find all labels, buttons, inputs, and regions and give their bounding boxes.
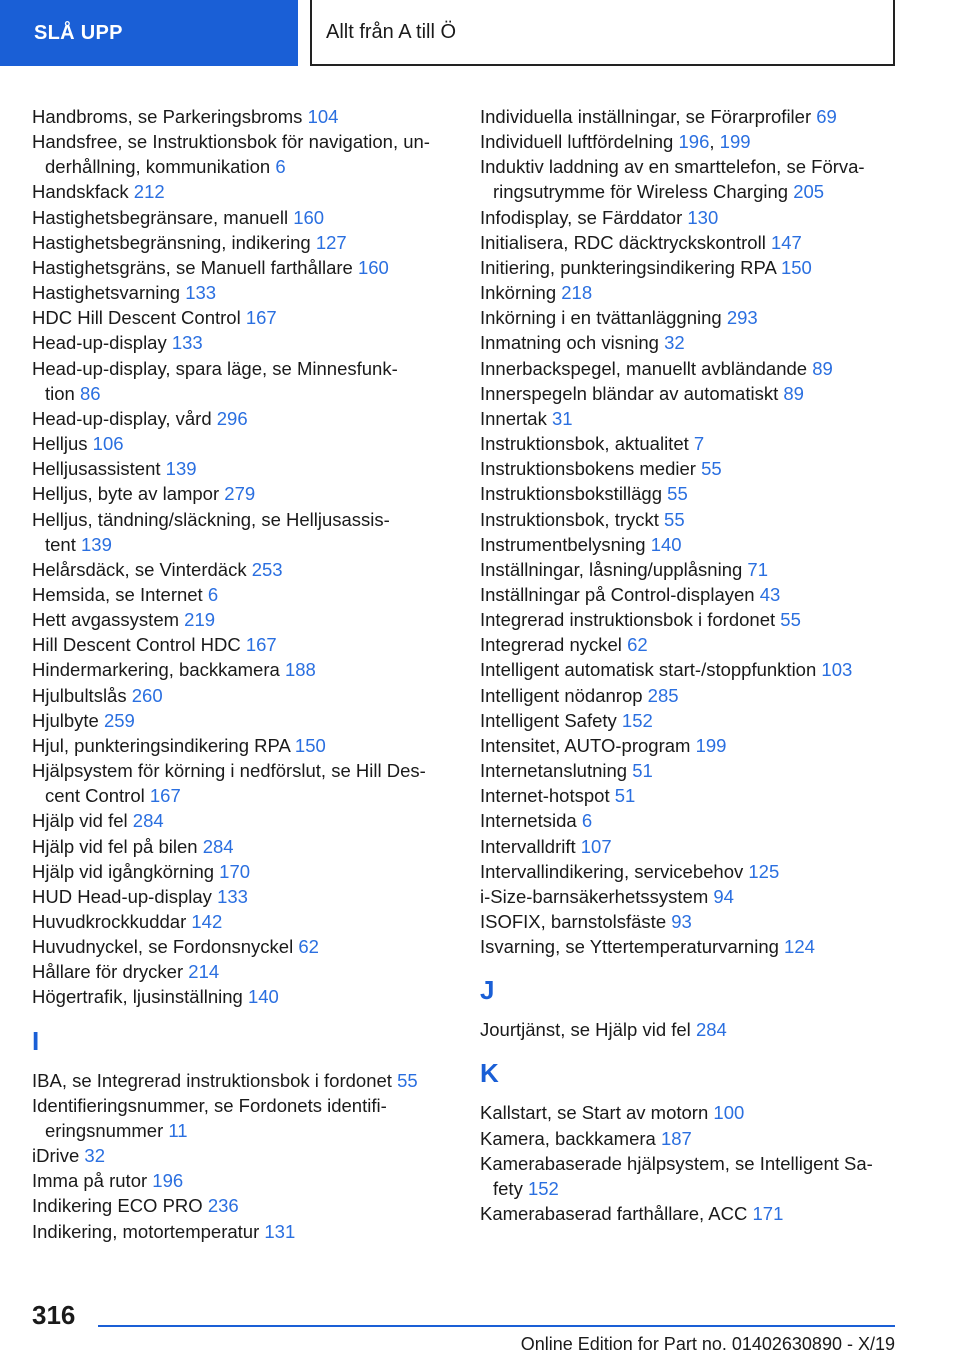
page-ref-link[interactable]: 71	[747, 558, 768, 580]
index-entry	[480, 557, 900, 582]
index-entry-text: Huvudkrockkuddar	[32, 911, 187, 932]
page-ref-link[interactable]: 125	[748, 860, 780, 882]
index-entry-text: eringsnummer	[45, 1119, 164, 1141]
page-ref-link[interactable]: 11	[168, 1119, 188, 1141]
index-entry	[480, 1100, 900, 1125]
index-entry	[480, 255, 900, 280]
index-entry	[480, 456, 900, 481]
index-entry	[32, 582, 447, 607]
index-entry	[480, 582, 900, 607]
page-ref-link[interactable]: 167	[149, 785, 181, 807]
page-ref-link[interactable]: 284	[695, 1019, 727, 1041]
index-entry	[32, 708, 447, 733]
index-entry-text: Kallstart, se Start av motorn	[480, 1102, 709, 1124]
index-entry-text: HDC Hill Descent Control	[32, 307, 241, 329]
page-ref-link[interactable]: 187	[660, 1127, 692, 1149]
index-entry	[32, 959, 447, 984]
index-entry-text: Innerbackspegel, manuellt avbländande	[480, 357, 808, 379]
index-entry	[32, 104, 447, 129]
index-entry	[32, 330, 447, 355]
index-entry-text: fety	[493, 1177, 523, 1199]
index-entry	[32, 456, 447, 481]
page-ref-link[interactable]: 94	[713, 885, 734, 907]
footer-divider	[98, 1325, 895, 1327]
index-entry-text: Kamerabaserade hjälpsystem, se Intelligent Sa-	[480, 1152, 873, 1174]
page-ref-link[interactable]: 89	[812, 357, 833, 379]
index-entry	[480, 129, 900, 154]
index-entry	[480, 859, 900, 884]
index-entry-text: IBA, se Integrerad instruktionsbok i fordonet	[32, 1069, 392, 1091]
index-entry-text: Internet-hotspot	[480, 785, 610, 807]
page-ref-link[interactable]: 139	[81, 533, 112, 555]
index-entry	[32, 356, 447, 406]
page-ref-link[interactable]: 236	[207, 1195, 239, 1217]
index-entry-text: Hjälp vid fel på bilen	[32, 835, 198, 857]
index-entry-text: Head-up-display	[32, 332, 167, 354]
index-entry-text: Hjul, punkteringsindikering RPA	[32, 734, 290, 756]
index-entry-text: Hastighetsbegränsare, manuell	[32, 206, 289, 228]
index-entry	[480, 356, 900, 381]
index-entry	[32, 129, 447, 179]
index-entry	[32, 255, 447, 280]
page-ref-link[interactable]: 6	[207, 583, 219, 605]
page-ref-link[interactable]: 6	[581, 810, 593, 832]
index-entry-text: Hett avgassystem	[32, 609, 180, 631]
index-entry	[480, 657, 900, 682]
index-entry-text: Intelligent automatisk start-/stoppfunktion	[480, 659, 817, 681]
page-ref-link[interactable]: 188	[284, 659, 316, 681]
index-entry	[480, 280, 900, 305]
index-entry-text: Hjälpsystem för körning i nedförslut, se Hill Des-	[32, 760, 426, 782]
index-entry-text: Integrerad nyckel	[480, 634, 622, 656]
page-ref-link[interactable]: 55	[667, 483, 688, 505]
index-entry-text: Intelligent nödanrop	[480, 684, 643, 706]
index-entry	[480, 481, 900, 506]
index-entry-text: Hastighetsbegränsning, indikering	[32, 231, 311, 253]
page-ref-link[interactable]: 152	[621, 709, 653, 731]
index-entry	[32, 1193, 447, 1218]
index-entry-text: Jourtjänst, se Hjälp vid fel	[480, 1019, 691, 1041]
index-entry	[32, 808, 447, 833]
page-ref-link[interactable]: 107	[580, 835, 612, 857]
page-ref-link[interactable]: 51	[632, 760, 653, 782]
index-entry	[32, 683, 447, 708]
index-entry	[32, 1168, 447, 1193]
index-entry	[32, 431, 447, 456]
index-entry-text: Head-up-display, spara läge, se Minnesfunk-	[32, 357, 398, 379]
index-column-right	[480, 104, 900, 1226]
index-entry-text: Induktiv laddning av en smarttelefon, se Förva-	[480, 156, 865, 178]
page-ref-link[interactable]: 152	[527, 1177, 559, 1199]
index-entry	[480, 154, 900, 204]
index-entry-text: Helårsdäck, se Vinterdäck	[32, 558, 247, 580]
page-ref-link[interactable]: 103	[821, 659, 853, 681]
page-ref-link[interactable]: 259	[103, 709, 135, 731]
index-entry-text: Head-up-display, vård	[32, 407, 212, 429]
index-entry-text: Hjälp vid fel	[32, 810, 128, 832]
page-ref-link[interactable]: 7	[693, 433, 705, 455]
page-ref-link[interactable]: 218	[561, 282, 593, 304]
index-entry	[32, 179, 447, 204]
index-entry-text: tent	[45, 533, 76, 555]
page-ref-link[interactable]: 260	[131, 684, 163, 706]
page-ref-link[interactable]: 100	[713, 1102, 745, 1124]
index-entry-text: Hjulbyte	[32, 709, 99, 731]
index-entry	[480, 607, 900, 632]
index-entry	[32, 884, 447, 909]
index-entry-text: Indikering, motortemperatur	[32, 1220, 260, 1242]
index-entry	[32, 632, 447, 657]
page-ref-link[interactable]: 106	[92, 433, 124, 455]
index-entry	[32, 984, 447, 1009]
index-entry-text: Instruktionsbok, tryckt	[480, 508, 659, 530]
index-entry	[32, 305, 447, 330]
index-entry-text: Instruktionsbokens medier	[480, 458, 696, 480]
index-entry-text: ringsutrymme för Wireless Charging	[493, 181, 789, 203]
page-ref-link[interactable]: 196	[678, 131, 710, 153]
page-title: Allt från A till Ö	[326, 20, 457, 43]
index-entry-text: Intervallindikering, servicebehov	[480, 860, 744, 882]
index-entry	[480, 330, 900, 355]
page-ref-link[interactable]: 167	[245, 307, 277, 329]
page-ref-link[interactable]: 199	[695, 734, 727, 756]
header-tab-label: SLÅ UPP	[34, 21, 123, 44]
page-ref-link[interactable]: 127	[315, 231, 347, 253]
index-entry	[480, 406, 900, 431]
index-entry	[480, 1126, 900, 1151]
page-ref-link[interactable]: 284	[132, 810, 164, 832]
header-title-box	[310, 0, 895, 66]
index-entry	[480, 104, 900, 129]
index-entry	[480, 431, 900, 456]
index-entry-text: Instrumentbelysning	[480, 533, 646, 555]
index-entry-text: Kamerabaserad farthållare, ACC	[480, 1203, 748, 1225]
index-entry-text: Hemsida, se Internet	[32, 583, 203, 605]
index-entry-text: HUD Head-up-display	[32, 885, 212, 907]
page-ref-link[interactable]: 93	[671, 911, 692, 932]
index-entry	[480, 884, 900, 909]
index-entry	[480, 632, 900, 657]
index-entry	[32, 481, 447, 506]
page-ref-link[interactable]: 196	[152, 1170, 184, 1192]
index-entry-text: Individuell luftfördelning	[480, 131, 674, 153]
page-ref-link[interactable]: 133	[171, 332, 203, 354]
page-ref-link[interactable]: 55	[701, 458, 722, 480]
index-entry-text: Högertrafik, ljusinställning	[32, 986, 243, 1008]
page-ref-link[interactable]: 43	[759, 583, 781, 605]
page-ref-link[interactable]: 170	[219, 860, 251, 882]
index-entry	[32, 934, 447, 959]
page-ref-link[interactable]: 160	[357, 256, 389, 278]
index-entry-text: Helljus, tändning/släckning, se Helljusassis-	[32, 508, 390, 530]
page-ref-link[interactable]: 253	[251, 558, 283, 580]
index-entry	[480, 230, 900, 255]
page-ref-link[interactable]: 160	[293, 206, 325, 228]
index-entry	[480, 305, 900, 330]
page-ref-link[interactable]: 124	[784, 936, 815, 958]
footer-edition-text: Online Edition for Part no. 01402630890 - X/19	[520, 1334, 895, 1354]
index-entry	[480, 1017, 900, 1042]
index-entry-text: Imma på rutor	[32, 1170, 148, 1192]
page-ref-link[interactable]: 199	[719, 131, 751, 153]
index-entry-text: Hastighetsvarning	[32, 282, 181, 304]
index-entry-text: Indikering ECO PRO	[32, 1195, 203, 1217]
index-entry-text: Helljus, byte av lampor	[32, 483, 220, 505]
index-entry	[32, 607, 447, 632]
index-entry	[32, 1093, 447, 1143]
index-entry	[32, 280, 447, 305]
index-column-left	[32, 104, 447, 1244]
index-entry	[32, 230, 447, 255]
index-entry-text: Innerspegeln bländar av automatiskt	[480, 382, 779, 404]
page-ref-link[interactable]: 205	[793, 181, 825, 203]
index-entry-text: Helljusassistent	[32, 458, 161, 480]
index-entry-text: Identifieringsnummer, se Fordonets identifi-	[32, 1094, 387, 1116]
index-section-letter: I	[32, 1025, 40, 1056]
page-ref-link[interactable]: 142	[191, 911, 223, 932]
page-ref-link[interactable]: 279	[224, 483, 256, 505]
index-entry-text: Hållare för drycker	[32, 961, 184, 983]
index-entry	[480, 1201, 900, 1226]
page-ref-link[interactable]: 89	[783, 382, 804, 404]
index-entry-text: Intensitet, AUTO-program	[480, 734, 691, 756]
page-ref-link[interactable]: 147	[770, 231, 802, 253]
index-entry	[32, 1143, 447, 1168]
index-entry-text: Inkörning	[480, 282, 557, 304]
page-ref-link[interactable]: 32	[84, 1145, 105, 1167]
index-entry	[32, 758, 447, 808]
index-entry-text: tion	[45, 382, 75, 404]
page-ref-separator: ,	[709, 131, 715, 153]
page-ref-link[interactable]: 55	[397, 1069, 418, 1091]
page-ref-link[interactable]: 55	[664, 508, 685, 530]
index-entry-text: Instruktionsbokstillägg	[480, 483, 663, 505]
page-ref-link[interactable]: 212	[133, 181, 165, 203]
index-entry	[480, 205, 900, 230]
index-entry	[32, 733, 447, 758]
page-ref-link[interactable]: 150	[294, 734, 326, 756]
index-entry-text: iDrive	[32, 1145, 80, 1167]
page-ref-link[interactable]: 150	[780, 256, 812, 278]
page-ref-link[interactable]: 51	[614, 785, 636, 807]
index-entry-text: Instruktionsbok, aktualitet	[480, 433, 689, 455]
page-ref-link[interactable]: 133	[185, 282, 217, 304]
page-ref-link[interactable]: 104	[307, 106, 339, 127]
page-number: 316	[32, 1300, 76, 1330]
index-entry-text: Initiering, punkteringsindikering RPA	[480, 256, 776, 278]
index-entry	[480, 507, 900, 532]
index-entry-text: Intervalldrift	[480, 835, 576, 857]
page-ref-link[interactable]: 285	[647, 684, 679, 706]
page-ref-link[interactable]: 69	[816, 106, 837, 127]
index-entry-text: Inställningar på Control-displayen	[480, 583, 755, 605]
page-ref-link[interactable]: 296	[216, 407, 248, 429]
index-entry-text: Kamera, backkamera	[480, 1127, 656, 1149]
page-ref-link[interactable]: 62	[627, 634, 648, 656]
index-entry-text: Huvudnyckel, se Fordonsnyckel	[32, 936, 294, 958]
index-entry	[32, 557, 447, 582]
index-entry	[32, 834, 447, 859]
page-ref-link[interactable]: 284	[202, 835, 234, 857]
index-section-letter: K	[480, 1058, 499, 1089]
page-ref-link[interactable]: 171	[752, 1203, 784, 1225]
index-entry	[480, 758, 900, 783]
index-entry-text: Hastighetsgräns, se Manuell farthållare	[32, 256, 353, 278]
index-entry	[32, 1219, 447, 1244]
page-ref-link[interactable]: 140	[247, 986, 279, 1008]
index-entry-text: Hjälp vid igångkörning	[32, 860, 215, 882]
index-entry-text: Hindermarkering, backkamera	[32, 659, 280, 681]
index-entry	[480, 683, 900, 708]
page-ref-link[interactable]: 219	[184, 609, 216, 631]
page-ref-link[interactable]: 31	[552, 407, 573, 429]
index-entry	[32, 205, 447, 230]
index-section-letter: J	[480, 975, 495, 1006]
index-entry	[32, 507, 447, 557]
index-entry-text: Innertak	[480, 407, 547, 429]
index-entry-text: cent Control	[45, 785, 145, 807]
index-entry	[480, 708, 900, 733]
page-ref-link[interactable]: 62	[298, 936, 319, 958]
index-entry	[480, 783, 900, 808]
index-entry	[32, 1068, 447, 1093]
index-entry	[480, 381, 900, 406]
page-ref-link[interactable]: 139	[165, 458, 197, 480]
page-ref-link[interactable]: 133	[217, 885, 248, 907]
index-entry	[32, 859, 447, 884]
page-ref-link[interactable]: 130	[687, 206, 719, 228]
page-ref-link[interactable]: 6	[275, 156, 286, 178]
index-entry-text: Handsfree, se Instruktionsbok för navigation, un-	[32, 131, 430, 153]
index-entry-text: Handskfack	[32, 181, 129, 203]
page-ref-link[interactable]: 86	[79, 382, 101, 404]
index-entry	[32, 657, 447, 682]
index-entry	[480, 934, 900, 959]
index-entry-text: Hill Descent Control HDC	[32, 634, 241, 656]
index-entry-text: Hjulbultslås	[32, 684, 127, 706]
header-section-tab[interactable]	[0, 0, 298, 66]
page-ref-link[interactable]: 32	[664, 332, 685, 354]
index-entry-text: ISOFIX, barnstolsfäste	[480, 911, 667, 932]
page-ref-link[interactable]: 167	[245, 634, 277, 656]
index-entry	[480, 808, 900, 833]
index-entry	[32, 406, 447, 431]
index-entry-text: Internetsida	[480, 810, 577, 832]
index-entry-text: Individuella inställningar, se Förarprofiler	[480, 106, 812, 127]
index-entry	[32, 909, 447, 934]
index-entry	[480, 1151, 900, 1201]
index-entry-text: Initialisera, RDC däcktryckskontroll	[480, 231, 766, 253]
index-entry-text: Intelligent Safety	[480, 709, 617, 731]
page-ref-link[interactable]: 293	[726, 307, 758, 329]
index-entry-text: i-Size-barnsäkerhetssystem	[480, 885, 709, 907]
index-entry-text: Internetanslutning	[480, 760, 628, 782]
index-entry-text: Inställningar, låsning/upplåsning	[480, 558, 743, 580]
page-ref-link[interactable]: 214	[188, 961, 220, 983]
index-entry	[480, 532, 900, 557]
index-entry	[480, 909, 900, 934]
index-entry-text: Helljus	[32, 433, 88, 455]
page-ref-link[interactable]: 140	[650, 533, 682, 555]
index-entry-text: Infodisplay, se Färddator	[480, 206, 683, 228]
index-entry	[480, 834, 900, 859]
page-ref-link[interactable]: 55	[780, 609, 801, 631]
index-entry-text: derhållning, kommunikation	[45, 156, 271, 178]
index-entry-text: Isvarning, se Yttertemperaturvarning	[480, 936, 779, 958]
index-entry-text: Integrerad instruktionsbok i fordonet	[480, 609, 776, 631]
page-ref-link[interactable]: 131	[264, 1220, 296, 1242]
index-entry-text: Handbroms, se Parkeringsbroms	[32, 106, 303, 127]
index-entry-text: Inmatning och visning	[480, 332, 659, 354]
index-entry	[480, 733, 900, 758]
index-entry-text: Inkörning i en tvättanläggning	[480, 307, 722, 329]
